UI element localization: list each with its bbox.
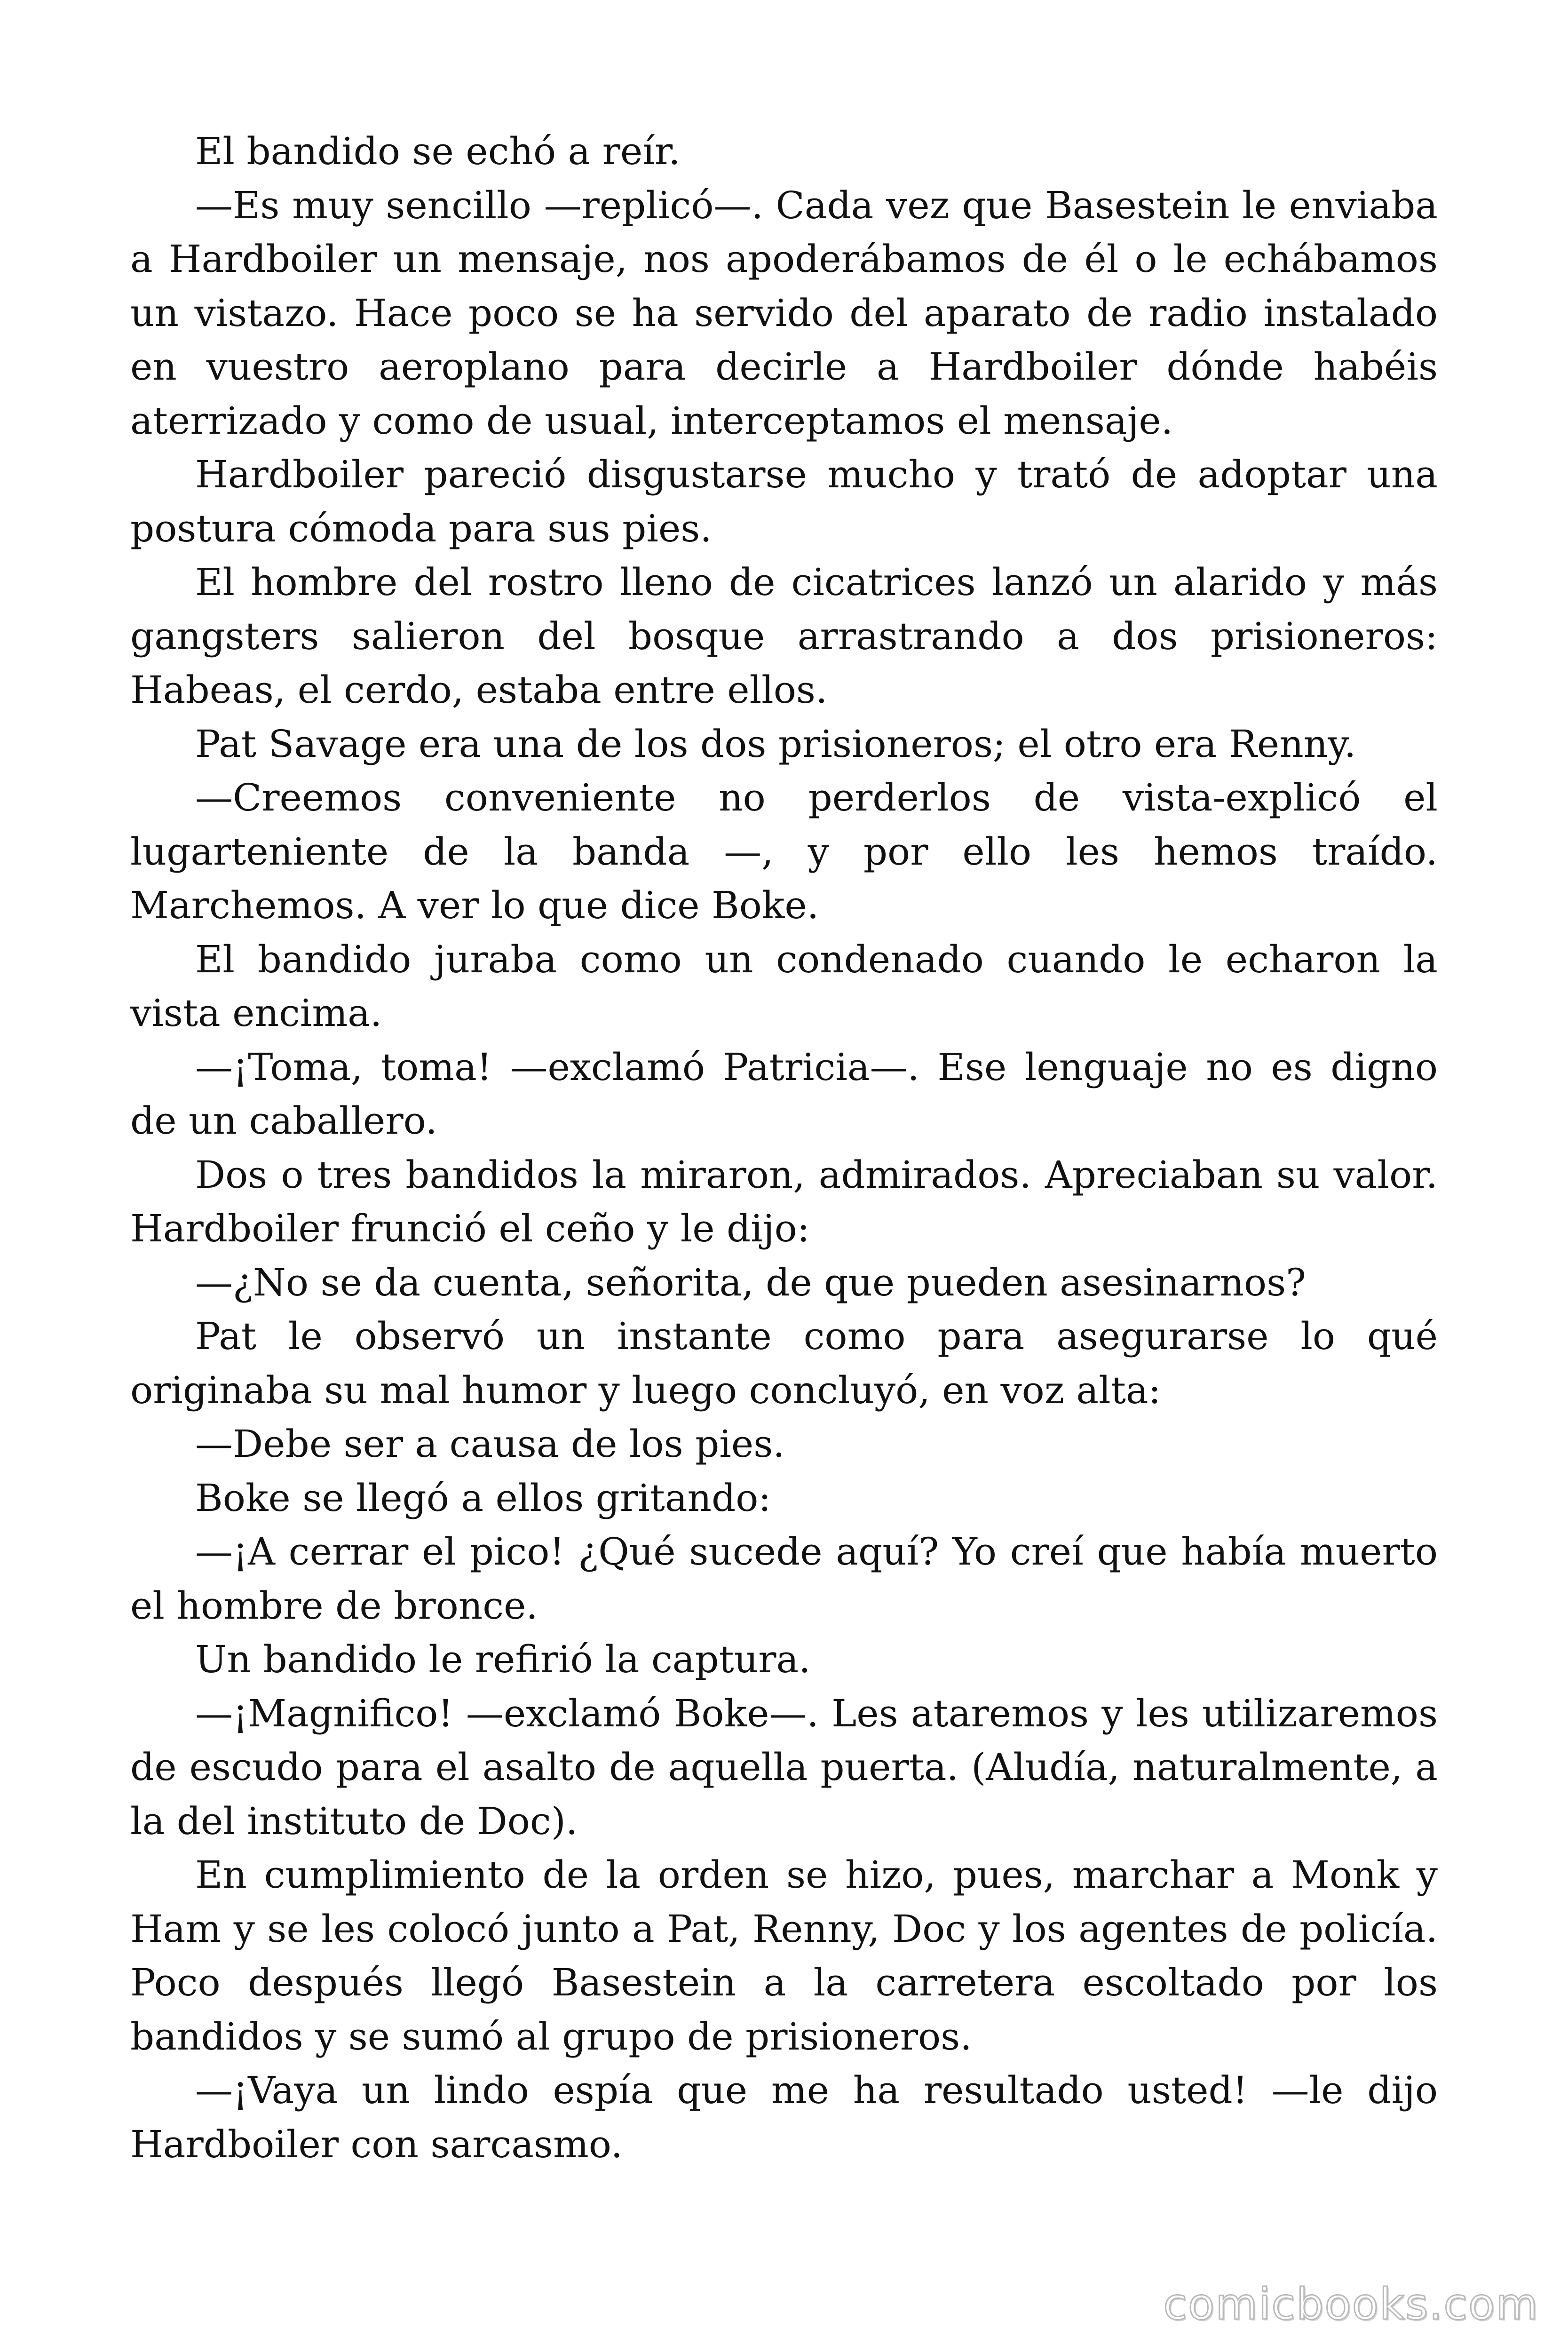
- paragraph: El hombre del rostro lleno de cicatrices lanzó un alarido y más gangsters salieron del bosque arrastrando a dos prisioneros: Habeas, el cerdo, estaba entre ellos.: [130, 560, 1438, 712]
- paragraph: —¡A cerrar el pico! ¿Qué sucede aquí? Yo creí que había muerto el hombre de bronce.: [130, 1530, 1438, 1628]
- paragraph: —¡Toma, toma! —exclamó Patricia—. Ese lenguaje no es digno de un caballero.: [130, 1045, 1438, 1143]
- paragraph: En cumplimiento de la orden se hizo, pues, marchar a Monk y Ham y se les colocó junto a Pat, Renny, Doc y los agentes de policía. Poco después llegó Basestein a la carretera escoltado por los bandidos y se sumó al grupo de prisioneros.: [130, 1853, 1438, 2058]
- paragraph: Pat Savage era una de los dos prisioneros; el otro era Renny.: [195, 722, 1356, 766]
- paragraph: Boke se llegó a ellos gritando:: [195, 1476, 771, 1520]
- paragraph: Dos o tres bandidos la miraron, admirados. Apreciaban su valor. Hardboiler frunció el ceño y le dijo:: [130, 1152, 1438, 1250]
- paragraph: Un bandido le refirió la captura.: [195, 1637, 811, 1681]
- paragraph: Pat le observó un instante como para asegurarse lo qué originaba su mal humor y luego concluyó, en voz alta:: [130, 1314, 1438, 1412]
- paragraph: El bandido juraba como un condenado cuando le echaron la vista encima.: [130, 937, 1438, 1035]
- paragraph: —Debe ser a causa de los pies.: [195, 1422, 785, 1466]
- paragraph: —¿No se da cuenta, señorita, de que pueden asesinarnos?: [195, 1260, 1307, 1304]
- paragraph: —¡Magnifico! —exclamó Boke—. Les ataremos y les utilizaremos de escudo para el asalto de aquella puerta. (Aludía, naturalmente, a la del instituto de Doc).: [130, 1691, 1438, 1843]
- paragraph: —¡Vaya un lindo espía que me ha resultado usted! —le dijo Hardboiler con sarcasmo.: [130, 2068, 1438, 2166]
- paragraph: —Es muy sencillo —replicó—. Cada vez que Basestein le enviaba a Hardboiler un mensaje, nos apoderábamos de él o le echábamos un vistazo. Hace poco se ha servido del aparato de radio instalado en vuestro aeroplano para decirle a Hardboiler dónde habéis aterrizado y como de usual, interceptamos el mensaje.: [130, 183, 1438, 443]
- paragraph: —Creemos conveniente no perderlos de vista-explicó el lugarteniente de la banda —, y por ello les hemos traído. Marchemos. A ver lo que dice Boke.: [130, 776, 1438, 927]
- paragraph: El bandido se echó a reír.: [195, 129, 681, 173]
- watermark: comicbooks.com: [1163, 2279, 1539, 2329]
- book-page-text: [130, 125, 1438, 2171]
- paragraph: Hardboiler pareció disgustarse mucho y trató de adoptar una postura cómoda para sus pies.: [130, 453, 1438, 550]
